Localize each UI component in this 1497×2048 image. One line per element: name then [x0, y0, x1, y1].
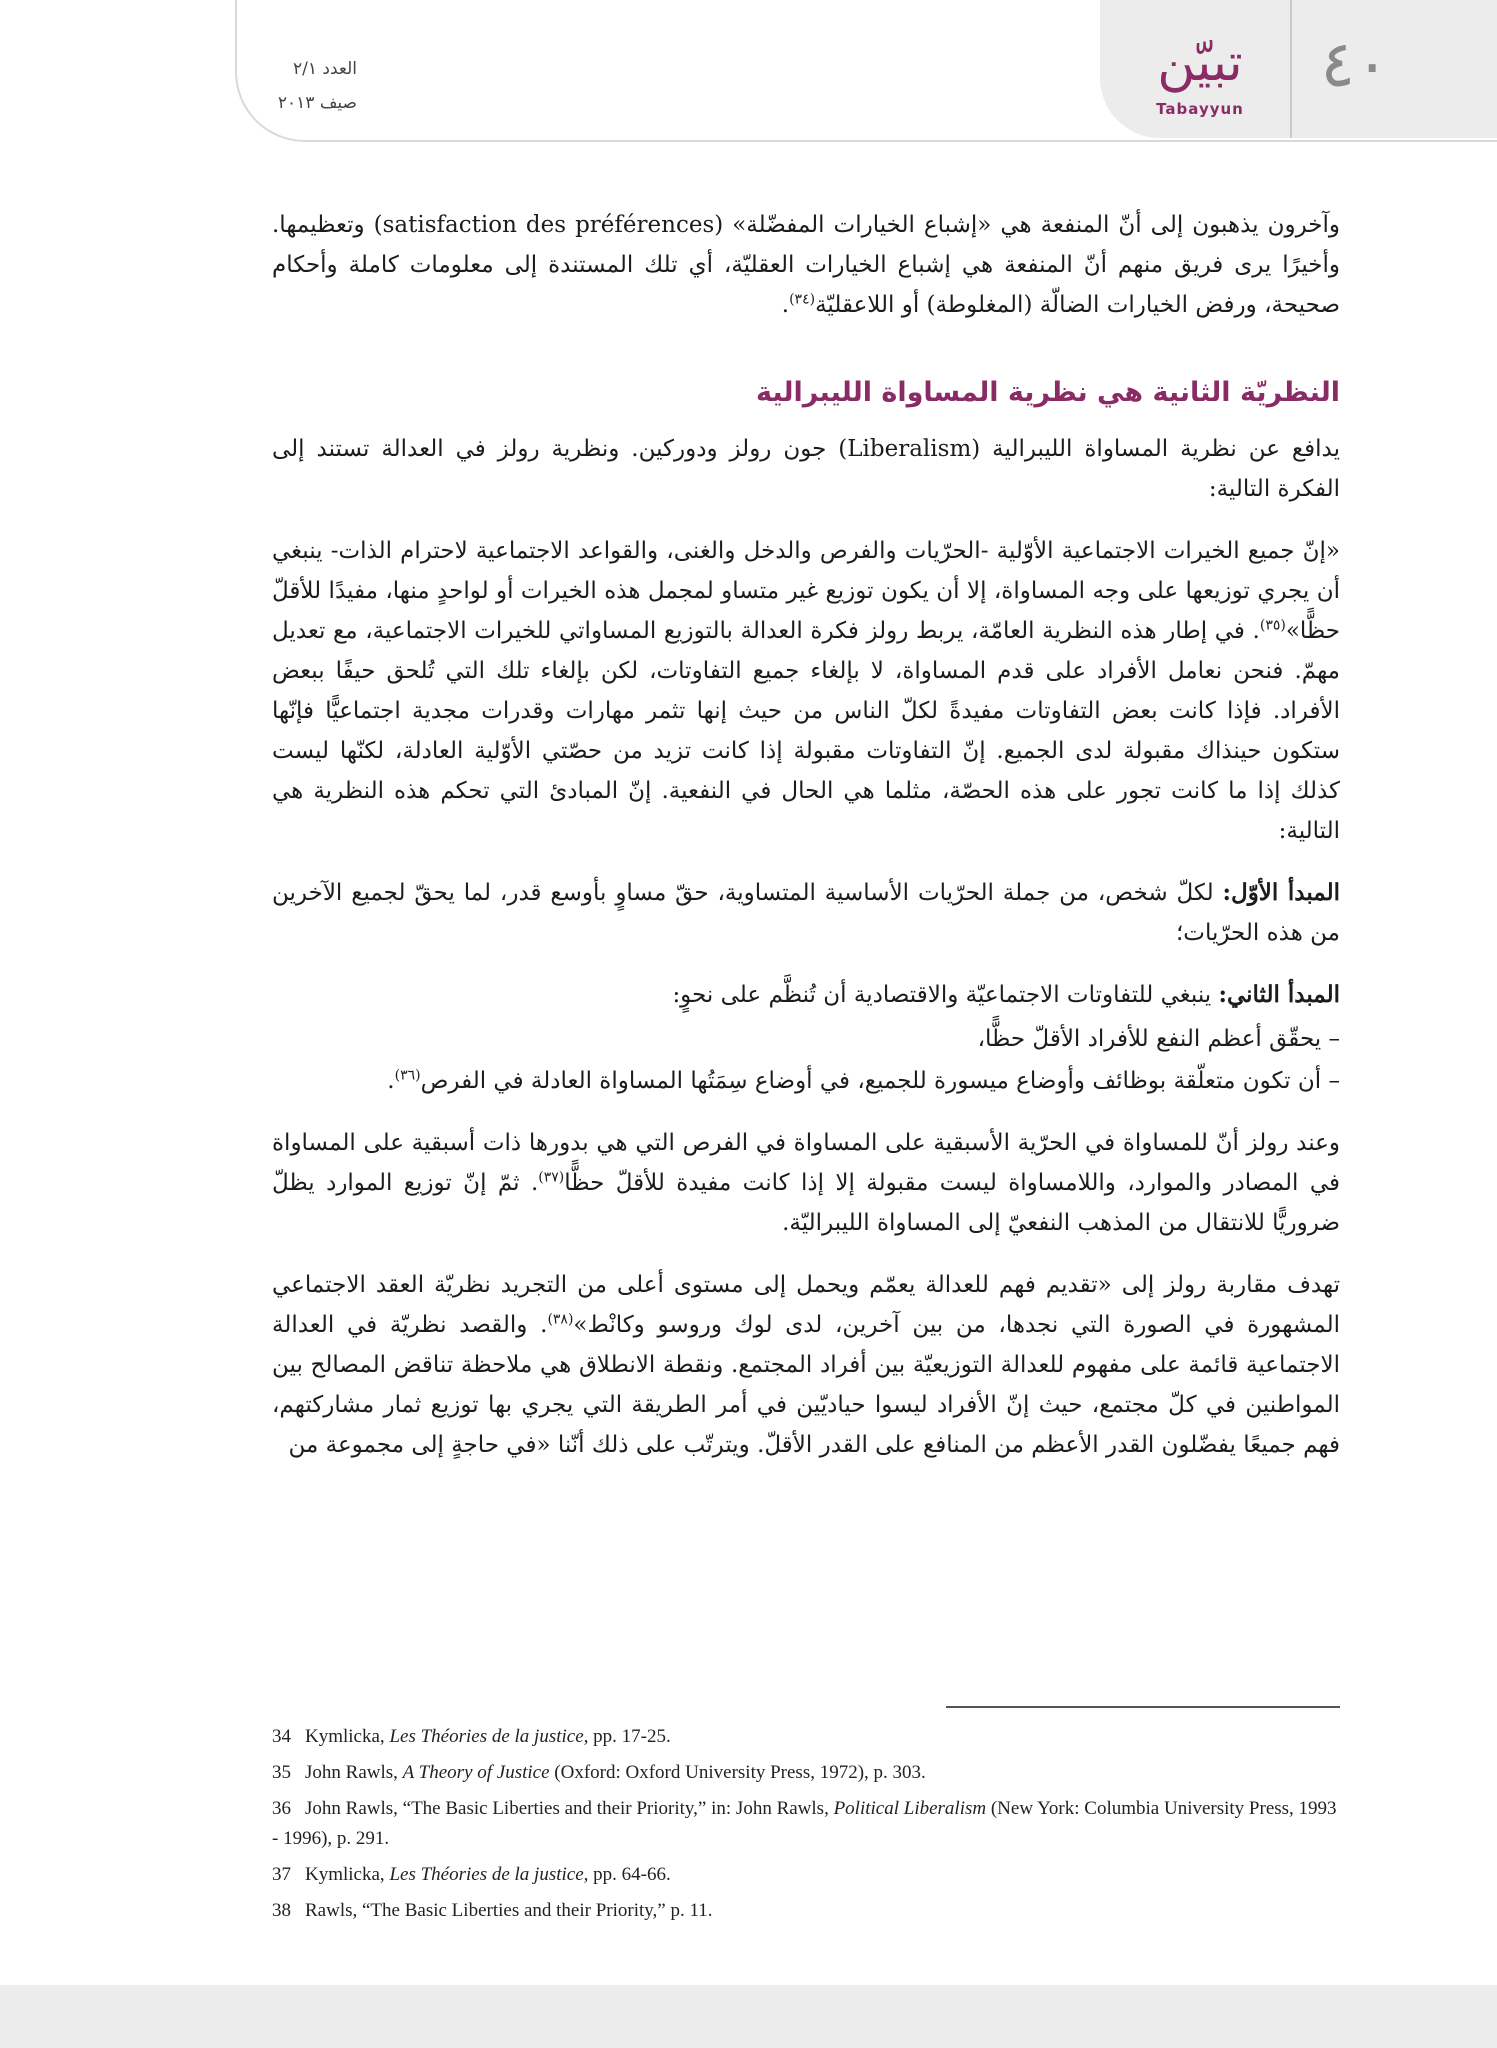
issue-info [157, 52, 357, 120]
footnote-ref[interactable]: (٣٥) [1259, 617, 1286, 634]
footnote-title: A Theory of Justice [402, 1762, 550, 1783]
paragraph-text: ينبغي للتفاوتات الاجتماعيّة والاقتصادية أن تُنظَّم على نحوٍ: [672, 982, 1219, 1008]
page-number: ٤٠ [1320, 28, 1390, 102]
footnote-number: 37 [272, 1864, 291, 1885]
footnote [272, 1794, 1340, 1854]
journal-logo-latin: Tabayyun [1156, 100, 1244, 118]
paragraph-text: . والقصد نظريّة في العدالة الاجتماعية قائمة على مفهوم للعدالة التوزيعيّة بين أفراد المجتمع. ونقطة الانطلاق هي ملاحظة تناقض المصالح بين المواطنين في كلّ مجتمع، حيث إنّ الأفراد ليسوا حياديّين في أمر الطريقة التي يجري بها توزيع ثمار مشاركتهم، فهم جميعًا يفضّلون القدر الأعظم من المنافع على القدر الأقلّ. ويترتّب على ذلك أنّنا «في حاجةٍ إلى مجموعة من [272, 1312, 1341, 1458]
principle-label: المبدأ الأوّل: [1222, 879, 1340, 906]
issue-number: العدد ٢/١ [292, 59, 357, 79]
footnote-ref[interactable]: (٣٤) [789, 291, 816, 308]
quote-paragraph [272, 531, 1340, 851]
section-heading: النظريّة الثانية هي نظرية المساواة الليبرالية [755, 377, 1340, 408]
paragraph-text: . ثمّ إنّ توزيع الموارد يظلّ ضروريًّا للانتقال من المذهب النفعيّ إلى المساواة الليبراليّة. [272, 1170, 1340, 1236]
issue-season: صيف ٢٠١٣ [277, 93, 357, 113]
paragraph [272, 1265, 1340, 1465]
footer-bar [0, 1985, 1497, 2048]
paragraph-text: لكلّ شخص، من جملة الحرّيات الأساسية المتساوية، حقّ مساوٍ بأوسع قدر، لما يحقّ لجميع الآخرين من هذه الحرّيات؛ [272, 880, 1340, 946]
footnote-number: 34 [272, 1726, 291, 1747]
footnote-number: 36 [272, 1798, 291, 1819]
footnote-ref[interactable]: (٣٨) [547, 1311, 574, 1328]
footnote-text: (Oxford: Oxford University Press, 1972), p. 303. [549, 1762, 926, 1783]
footnote [272, 1722, 1340, 1752]
footnotes [272, 1722, 1340, 1932]
principle-one [272, 873, 1340, 953]
paragraph-text: وعند رولز أنّ للمساواة في الحرّية الأسبقية على المساواة في الفرص التي هي بدورها ذات أسبقية على المساواة في المصادر والموارد، واللامساواة ليست مقبولة إلا إذا كانت مفيدة للأقلّ حظًّا [272, 1130, 1340, 1196]
list-item [272, 1061, 1340, 1101]
logo-divider [1290, 0, 1292, 138]
footnote [272, 1860, 1340, 1890]
footnote-text: pp. 17-25. [588, 1726, 671, 1747]
footnote-text: Rawls, “The Basic Liberties and their Priority,” p. 11. [305, 1900, 713, 1921]
paragraph: يدافع عن نظرية المساواة الليبرالية (Liberalism) جون رولز ودوركين. ونظرية رولز في العدالة تستند إلى الفكرة التالية: [272, 436, 1341, 502]
footnote-text: Kymlicka, [305, 1864, 390, 1885]
footnote-text: pp. 64-66. [588, 1864, 671, 1885]
paragraph-text: تهدف مقاربة رولز إلى «تقديم فهم للعدالة يعمّم ويحمل إلى مستوى أعلى من التجريد نظريّة العقد الاجتماعي المشهورة في الصورة التي نجدها، من بين آخرين، لدى لوك وروسو وكانْط» [272, 1272, 1341, 1338]
paragraph-text: . [781, 292, 790, 318]
footnote-text: John Rawls, [305, 1762, 403, 1783]
list-item: – يحقّق أعظم النفع للأفراد الأقلّ حظًّا، [272, 1019, 1340, 1059]
footnote-text: John Rawls, “The Basic Liberties and their Priority,” in: John Rawls, [305, 1798, 834, 1819]
paragraph-text: أن تكون متعلّقة بوظائف وأوضاع ميسورة للجميع، في أوضاع سِمَتُها المساواة العادلة في الفرص [420, 1068, 1322, 1094]
paragraph [272, 205, 1340, 325]
footnote [272, 1758, 1340, 1788]
paragraph-text: . [387, 1068, 395, 1094]
footnote-text: (New York: Columbia University Press, 1993 - 1996), p. 291. [272, 1798, 1337, 1849]
footnote-ref[interactable]: (٣٦) [394, 1067, 421, 1084]
paragraph-text: وآخرون يذهبون إلى أنّ المنفعة هي «إشباع الخيارات المفضّلة» (satisfaction des préférences) وتعظيمها. وأخيرًا يرى فريق منهم أنّ المنفعة هي إشباع الخيارات العقليّة، أي تلك المستندة إلى معلومات كاملة وأحكام صحيحة، ورفض الخيارات الضالّة (المغلوطة) أو اللاعقليّة [272, 212, 1340, 318]
footnote [272, 1896, 1340, 1926]
paragraph-text: «إنّ جميع الخيرات الاجتماعية الأوّلية -الحرّيات والفرص والدخل والغنى، والقواعد الاجتماعية لاحترام الذات- ينبغي أن يجري توزيعها على وجه المساواة، إلا أن يكون توزيع غير متساو لمجمل هذه الخيرات أو لواحدٍ منها، مفيدًا للأقلّ حظًّا» [272, 538, 1340, 644]
principle-two [272, 975, 1340, 1015]
article-body [272, 205, 1340, 1487]
footnote-title: Les Théories de la justice, [389, 1864, 589, 1885]
footnote-ref[interactable]: (٣٧) [538, 1169, 565, 1186]
footnote-text: Kymlicka, [305, 1726, 390, 1747]
footnote-number: 35 [272, 1762, 291, 1783]
footnote-divider [946, 1706, 1340, 1708]
footnote-title: Les Théories de la justice, [389, 1726, 589, 1747]
paragraph-text: . في إطار هذه النظرية العامّة، يربط رولز فكرة العدالة بالتوزيع المساواتي للخيرات الاجتماعية، مع تعديل مهمّ. فنحن نعامل الأفراد على قدم المساواة، لا بإلغاء جميع التفاوتات، لكن بإلغاء تلك التي تُلحق حيفًا ببعض الأفراد. فإذا كانت بعض التفاوتات مفيدةً لكلّ الناس من حيث إنها تثمر مهارات وقدرات مجدية اجتماعيًّا فإنّها ستكون حينذاك مقبولة لدى الجميع. إنّ التفاوتات مقبولة إذا كانت تزيد من حصّتي الأوّلية العادلة، لكنّها ليست كذلك إذا ما كانت تجور على هذه الحصّة، مثلما هي الحال في النفعية. إنّ المبادئ التي تحكم هذه النظرية هي التالية: [272, 618, 1340, 844]
paragraph [272, 1123, 1340, 1243]
principle-label: المبدأ الثاني: [1218, 981, 1340, 1008]
footnote-title: Political Liberalism [833, 1798, 987, 1819]
footnote-number: 38 [272, 1900, 291, 1921]
journal-logo: تبيّن [1157, 33, 1243, 93]
